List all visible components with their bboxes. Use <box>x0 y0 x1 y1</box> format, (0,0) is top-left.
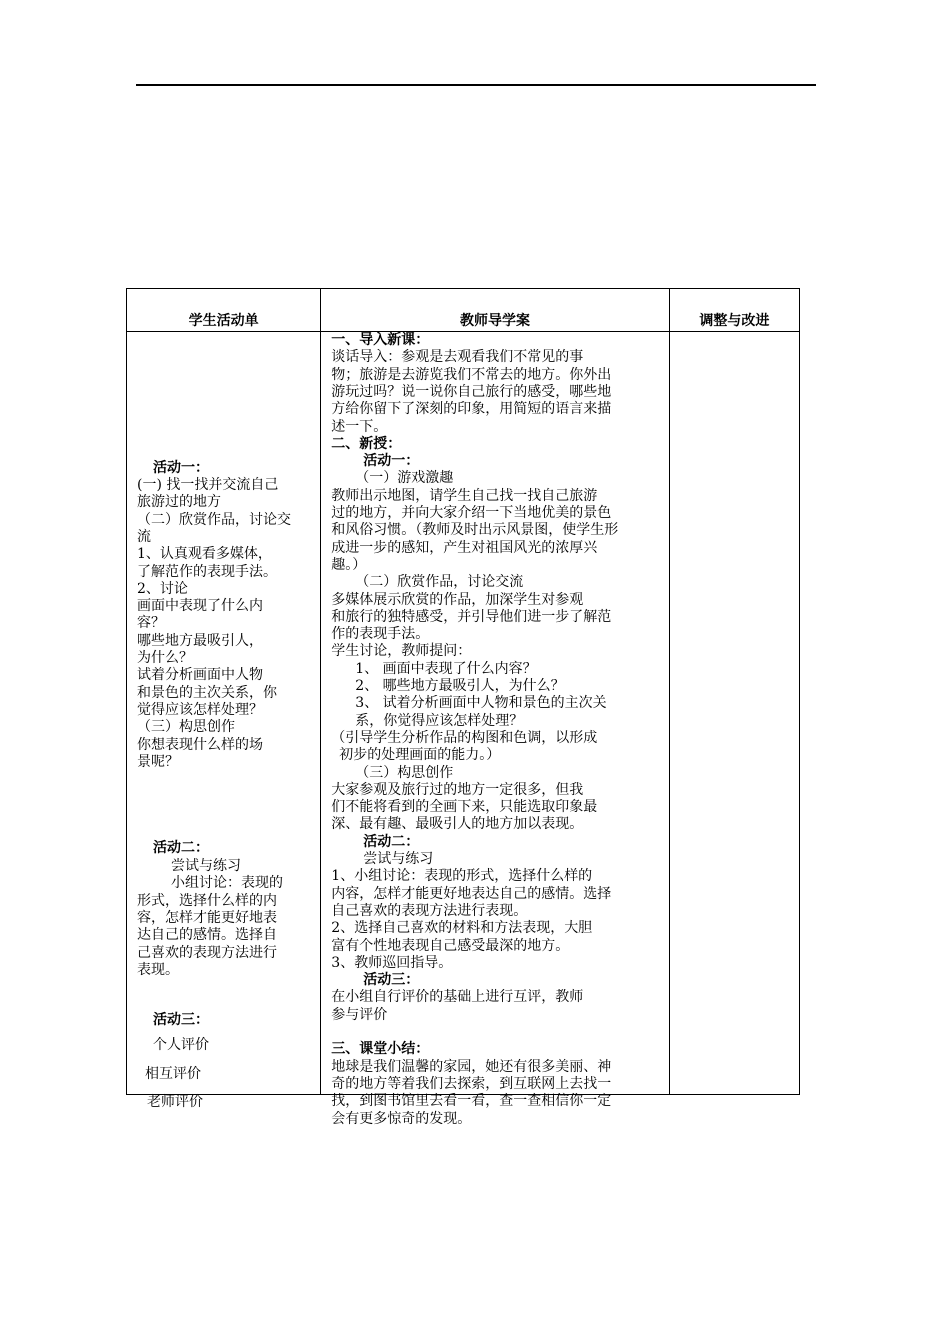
teacher-subtitle: （一）游戏激趣 <box>355 470 454 487</box>
teacher-text-line: 参与评价 <box>331 1006 388 1023</box>
student-text-line: 己喜欢的表现方法进行 <box>137 944 277 961</box>
activity3-title: 活动三： <box>153 1012 209 1028</box>
teacher-text-line: 1、小组讨论：表现的形式，选择什么样的 <box>331 868 593 885</box>
content-row <box>127 332 800 1095</box>
teacher-activity1-title: 活动一： <box>363 453 420 470</box>
teacher-text-line: 们不能将看到的全画下来，只能选取印象最 <box>331 799 598 816</box>
teacher-text-line: 在小组自行评价的基础上进行互评，教师 <box>331 989 584 1006</box>
student-text-line: 了解范作的表现手法。 <box>137 563 277 580</box>
eval-mutual: 相互评价 <box>145 1066 201 1082</box>
teacher-text-line: 2、选择自己喜欢的材料和方法表现，大胆 <box>331 920 593 937</box>
eval-teacher: 老师评价 <box>147 1094 203 1110</box>
student-text-line: 2、讨论 <box>137 580 188 597</box>
student-text-line: 觉得应该怎样处理？ <box>137 701 263 718</box>
lesson-plan-table <box>126 288 800 1127</box>
teacher-activity2-title: 活动二： <box>363 833 420 850</box>
teacher-text-line: 找，到图书馆里去看一看，查一查相信你一定 <box>331 1093 612 1110</box>
teacher-text-line: 3、教师巡回指导。 <box>331 954 453 971</box>
teacher-text-line: 过的地方，并向大家介绍一下当地优美的景色 <box>331 505 612 521</box>
teacher-text-line: 趣。） <box>331 556 367 573</box>
question-line: 系，你觉得应该怎样处理？ <box>355 712 524 729</box>
teacher-text-line: 教师出示地图，请学生自己找一找自己旅游 <box>331 487 598 504</box>
section1-title: 一、导入新课： <box>331 332 430 348</box>
activity1-title: 活动一： <box>153 460 209 476</box>
teacher-text-line: 会有更多惊奇的发现。 <box>331 1110 472 1127</box>
question-line: 1、 画面中表现了什么内容？ <box>355 660 537 677</box>
student-text-line: 容？ <box>137 615 165 632</box>
header-teacher: 教师导学案 <box>321 289 670 332</box>
teacher-text-line: 成进一步的感知，产生对祖国风光的浓厚兴 <box>331 539 598 556</box>
teacher-text-line: 物；旅游是去游览我们不常去的地方。你外出 <box>331 366 612 383</box>
student-text-line: 你想表现什么样的场 <box>137 736 263 753</box>
question-line: 2、 哪些地方最吸引人，为什么？ <box>355 678 565 694</box>
student-text-line: 和景色的主次关系，你 <box>137 684 277 701</box>
teacher-text-line: 作的表现手法。 <box>331 626 430 643</box>
adjust-column <box>669 332 799 1095</box>
student-text-line: 旅游过的地方 <box>137 494 221 511</box>
header-row <box>127 289 800 332</box>
teacher-text-line: 述一下。 <box>331 418 388 435</box>
student-text-line: 小组讨论：表现的 <box>171 875 283 892</box>
teacher-text-line: 方给你留下了深刻的印象，用简短的语言来描 <box>331 401 612 418</box>
header-adjust: 调整与改进 <box>669 289 799 332</box>
teacher-activity3-title: 活动三： <box>363 972 420 989</box>
student-text-line: 为什么？ <box>137 650 193 666</box>
student-text-line: 1、认真观看多媒体， <box>137 546 272 563</box>
student-text-line: 画面中表现了什么内 <box>137 598 263 615</box>
teacher-text-line: 内容，怎样才能更好地表达自己的感情。选择 <box>331 885 612 902</box>
section2-title: 二、新授： <box>331 435 402 452</box>
teacher-text-line: （引导学生分析作品的构图和色调，以形成 <box>331 729 598 746</box>
teacher-text-line: 学生讨论，教师提问： <box>331 643 472 660</box>
teacher-text-line: 自己喜欢的表现方法进行表现。 <box>331 902 528 919</box>
student-text-line: 试着分析画面中人物 <box>137 667 263 684</box>
student-column <box>127 332 321 1110</box>
teacher-text-line: 多媒体展示欣赏的作品，加深学生对参观 <box>331 591 584 608</box>
teacher-text-line: 大家参观及旅行过的地方一定很多，但我 <box>331 781 584 798</box>
teacher-text-line: 富有个性地表现自己感受最深的地方。 <box>331 937 570 954</box>
student-text-line: 尝试与练习 <box>171 858 241 874</box>
section3-title: 三、课堂小结： <box>331 1041 430 1058</box>
teacher-text-line: 和旅行的独特感受，并引导他们进一步了解范 <box>331 608 612 625</box>
question-line: 3、 试着分析画面中人物和景色的主次关 <box>355 695 607 712</box>
student-text-line: （二）欣赏作品，讨论交 <box>137 511 291 528</box>
eval-self: 个人评价 <box>153 1037 209 1053</box>
teacher-subtitle: （二）欣赏作品，讨论交流 <box>355 574 524 591</box>
teacher-text-line: 地球是我们温馨的家园，她还有很多美丽、神 <box>331 1058 612 1075</box>
student-text-line: 哪些地方最吸引人， <box>137 632 263 649</box>
student-text-line: 容，怎样才能更好地表 <box>137 909 277 926</box>
teacher-text-line: 谈话导入：参观是去观看我们不常见的事 <box>331 349 584 366</box>
teacher-subtitle: （三）构思创作 <box>355 764 454 781</box>
student-text-line: 形式，选择什么样的内 <box>137 892 277 909</box>
student-text-line: 达自己的感情。选择自 <box>137 927 277 944</box>
teacher-text-line: 初步的处理画面的能力。） <box>339 747 501 764</box>
student-text-line: 景呢？ <box>137 753 179 770</box>
teacher-text-line: 游玩过吗？说一说你自己旅行的感受，哪些地 <box>331 383 612 400</box>
header-rule <box>136 84 816 86</box>
teacher-text-line: 奇的地方等着我们去探索，到互联网上去找一 <box>331 1075 612 1092</box>
student-text-line: (一) 找一找并交流自己 <box>137 477 279 493</box>
teacher-text-line: 和风俗习惯。（教师及时出示风景图，使学生形 <box>331 522 619 539</box>
teacher-text-line: 深、最有趣、最吸引人的地方加以表现。 <box>331 816 584 833</box>
student-text-line: 流 <box>137 528 151 545</box>
teacher-text-line: 尝试与练习 <box>363 851 434 867</box>
activity2-title: 活动二： <box>153 840 209 856</box>
student-text-line: 表现。 <box>137 961 179 978</box>
teacher-column <box>321 332 670 1127</box>
header-student: 学生活动单 <box>127 289 321 332</box>
student-text-line: （三）构思创作 <box>137 719 235 736</box>
